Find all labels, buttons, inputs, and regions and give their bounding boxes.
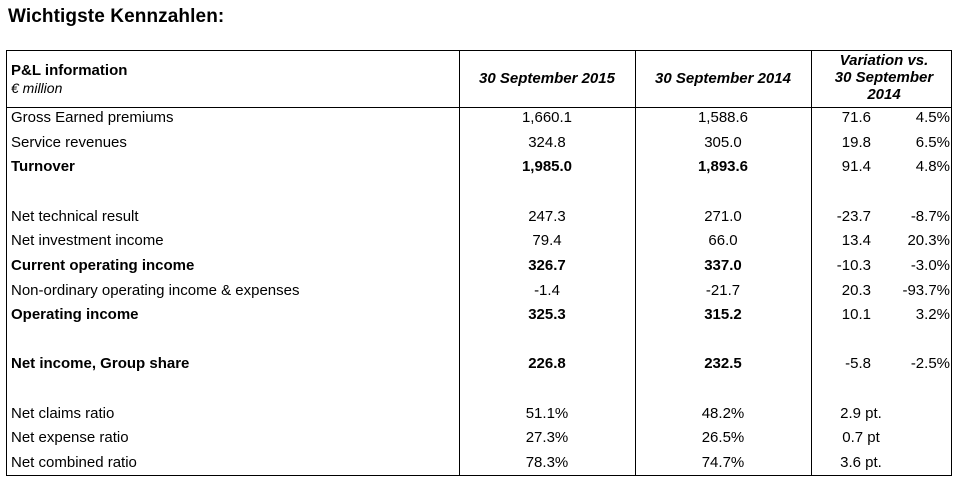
row-label: Non-ordinary operating income & expenses (11, 282, 300, 299)
variation-pct: -3.0% (910, 257, 950, 274)
value-2014: 337.0 (704, 257, 742, 274)
variation-abs: 91.4 (841, 158, 871, 175)
row-label: Current operating income (11, 257, 195, 274)
header-variation-line: 2014 (867, 86, 901, 103)
variation-pct: 4.8% (915, 158, 950, 175)
variation-abs: 20.3 (841, 282, 871, 299)
row-label: Turnover (11, 158, 75, 175)
value-2015: 325.3 (528, 306, 566, 323)
value-2015: 51.1% (525, 405, 569, 422)
value-2015: 78.3% (525, 454, 569, 471)
variation-pct: 6.5% (915, 134, 950, 151)
variation-pct: -2.5% (910, 355, 950, 372)
header-variation (815, 52, 953, 103)
variation-pct: -8.7% (910, 208, 950, 225)
value-2014: 305.0 (704, 134, 742, 151)
value-2014: 315.2 (704, 306, 742, 323)
row-label: Net investment income (11, 232, 164, 249)
variation-pt: 2.9 pt. (840, 405, 882, 422)
row-label: Net combined ratio (11, 454, 137, 471)
variation-abs: 13.4 (841, 232, 871, 249)
column-divider (811, 51, 812, 475)
value-2015: 27.3% (525, 429, 569, 446)
header-label: P&L information (11, 62, 128, 79)
value-2015: 247.3 (528, 208, 566, 225)
variation-abs: 19.8 (841, 134, 871, 151)
value-2014: 66.0 (708, 232, 738, 249)
header-unit: € million (11, 80, 63, 96)
variation-abs: 10.1 (841, 306, 871, 323)
variation-abs: -23.7 (836, 208, 871, 225)
value-2014: 271.0 (704, 208, 742, 225)
variation-abs: 71.6 (841, 109, 871, 126)
variation-pct: 4.5% (915, 109, 950, 126)
row-label: Net claims ratio (11, 405, 115, 422)
value-2015: 1,660.1 (521, 109, 573, 126)
header-variation-line: Variation vs. (839, 52, 929, 69)
header-divider (7, 107, 951, 108)
value-2015: 1,985.0 (521, 158, 573, 175)
value-2014: 1,588.6 (697, 109, 749, 126)
variation-pct: -93.7% (902, 282, 950, 299)
value-2015: 79.4 (532, 232, 562, 249)
variation-abs: -10.3 (836, 257, 871, 274)
value-2015: 226.8 (528, 355, 566, 372)
value-2015: 326.7 (528, 257, 566, 274)
header-variation-line: 30 September (834, 69, 934, 86)
page-title: Wichtigste Kennzahlen: (8, 6, 225, 27)
row-label: Net technical result (11, 208, 139, 225)
value-2014: 26.5% (701, 429, 745, 446)
header-2014: 30 September 2014 (655, 70, 791, 87)
row-label: Operating income (11, 306, 139, 323)
value-2014: -21.7 (705, 282, 741, 299)
value-2015: 324.8 (528, 134, 566, 151)
row-label: Service revenues (11, 134, 127, 151)
variation-pt: 3.6 pt. (840, 454, 882, 471)
value-2015: -1.4 (534, 282, 560, 299)
value-2014: 1,893.6 (697, 158, 749, 175)
variation-pt: 0.7 pt (842, 429, 880, 446)
variation-abs: -5.8 (845, 355, 871, 372)
value-2014: 232.5 (704, 355, 742, 372)
row-label: Net income, Group share (11, 355, 190, 372)
variation-pct: 20.3% (907, 232, 950, 249)
row-label: Net expense ratio (11, 429, 129, 446)
header-2015: 30 September 2015 (479, 70, 615, 87)
variation-pct: 3.2% (915, 306, 950, 323)
value-2014: 74.7% (701, 454, 745, 471)
value-2014: 48.2% (701, 405, 745, 422)
kpi-table (6, 50, 952, 476)
row-label: Gross Earned premiums (11, 109, 174, 126)
